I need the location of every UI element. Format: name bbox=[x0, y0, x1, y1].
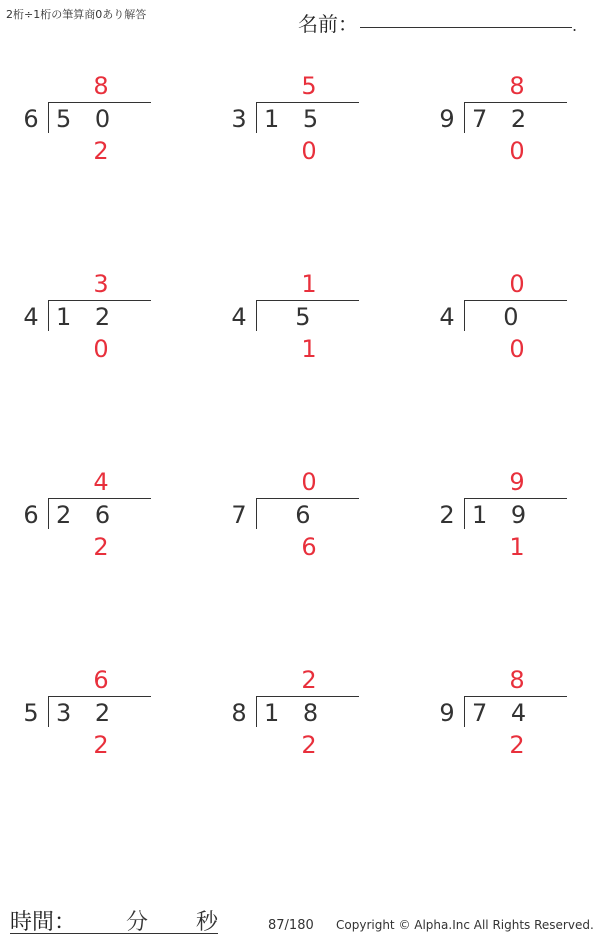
remainder: 2 bbox=[93, 533, 109, 561]
problem-7 bbox=[22, 470, 152, 590]
minute-label: 分 bbox=[126, 910, 149, 935]
quotient: 3 bbox=[93, 270, 109, 298]
remainder: 2 bbox=[93, 731, 109, 759]
problem-6 bbox=[438, 272, 568, 392]
quotient: 8 bbox=[509, 666, 525, 694]
dividend: 6 bbox=[264, 501, 319, 529]
copyright-text: Copyright © Alpha.Inc All Rights Reserved. bbox=[336, 918, 594, 932]
problem-2 bbox=[230, 74, 360, 194]
divisor: 4 bbox=[23, 303, 39, 331]
remainder: 0 bbox=[93, 335, 109, 363]
dividend: 1 5 bbox=[264, 105, 327, 133]
divisor: 7 bbox=[231, 501, 247, 529]
dividend: 7 2 bbox=[472, 105, 535, 133]
problem-8 bbox=[230, 470, 360, 590]
divisor: 8 bbox=[231, 699, 247, 727]
problem-5 bbox=[230, 272, 360, 392]
remainder: 2 bbox=[301, 731, 317, 759]
time-input-line[interactable] bbox=[10, 933, 218, 934]
problem-12 bbox=[438, 668, 568, 788]
divisor: 5 bbox=[23, 699, 39, 727]
time-label: 時間： bbox=[10, 910, 77, 935]
name-dot: . bbox=[572, 16, 578, 35]
dividend: 7 4 bbox=[472, 699, 535, 727]
second-label: 秒 bbox=[196, 910, 219, 935]
quotient: 5 bbox=[301, 72, 317, 100]
dividend: 5 bbox=[264, 303, 319, 331]
dividend: 5 0 bbox=[56, 105, 119, 133]
divisor: 6 bbox=[23, 105, 39, 133]
remainder: 2 bbox=[509, 731, 525, 759]
problem-9 bbox=[438, 470, 568, 590]
quotient: 0 bbox=[509, 270, 525, 298]
remainder: 0 bbox=[509, 137, 525, 165]
dividend: 1 8 bbox=[264, 699, 327, 727]
divisor: 9 bbox=[439, 699, 455, 727]
dividend: 2 6 bbox=[56, 501, 119, 529]
problem-1 bbox=[22, 74, 152, 194]
remainder: 0 bbox=[509, 335, 525, 363]
problem-10 bbox=[22, 668, 152, 788]
dividend: 0 bbox=[472, 303, 527, 331]
remainder: 1 bbox=[301, 335, 317, 363]
remainder: 2 bbox=[93, 137, 109, 165]
divisor: 6 bbox=[23, 501, 39, 529]
quotient: 9 bbox=[509, 468, 525, 496]
quotient: 0 bbox=[301, 468, 317, 496]
worksheet-title: 2桁÷1桁の筆算商0あり解答 bbox=[6, 8, 147, 21]
dividend: 3 2 bbox=[56, 699, 119, 727]
dividend: 1 9 bbox=[472, 501, 535, 529]
problem-11 bbox=[230, 668, 360, 788]
divisor: 3 bbox=[231, 105, 247, 133]
name-label: 名前： bbox=[298, 12, 358, 36]
quotient: 1 bbox=[301, 270, 317, 298]
problem-3 bbox=[438, 74, 568, 194]
divisor: 4 bbox=[231, 303, 247, 331]
name-input-line[interactable] bbox=[360, 27, 572, 28]
quotient: 8 bbox=[93, 72, 109, 100]
divisor: 4 bbox=[439, 303, 455, 331]
remainder: 0 bbox=[301, 137, 317, 165]
page-number: 87/180 bbox=[268, 918, 314, 933]
quotient: 4 bbox=[93, 468, 109, 496]
quotient: 8 bbox=[509, 72, 525, 100]
quotient: 2 bbox=[301, 666, 317, 694]
dividend: 1 2 bbox=[56, 303, 119, 331]
remainder: 6 bbox=[301, 533, 317, 561]
problem-4 bbox=[22, 272, 152, 392]
divisor: 2 bbox=[439, 501, 455, 529]
divisor: 9 bbox=[439, 105, 455, 133]
remainder: 1 bbox=[509, 533, 525, 561]
quotient: 6 bbox=[93, 666, 109, 694]
